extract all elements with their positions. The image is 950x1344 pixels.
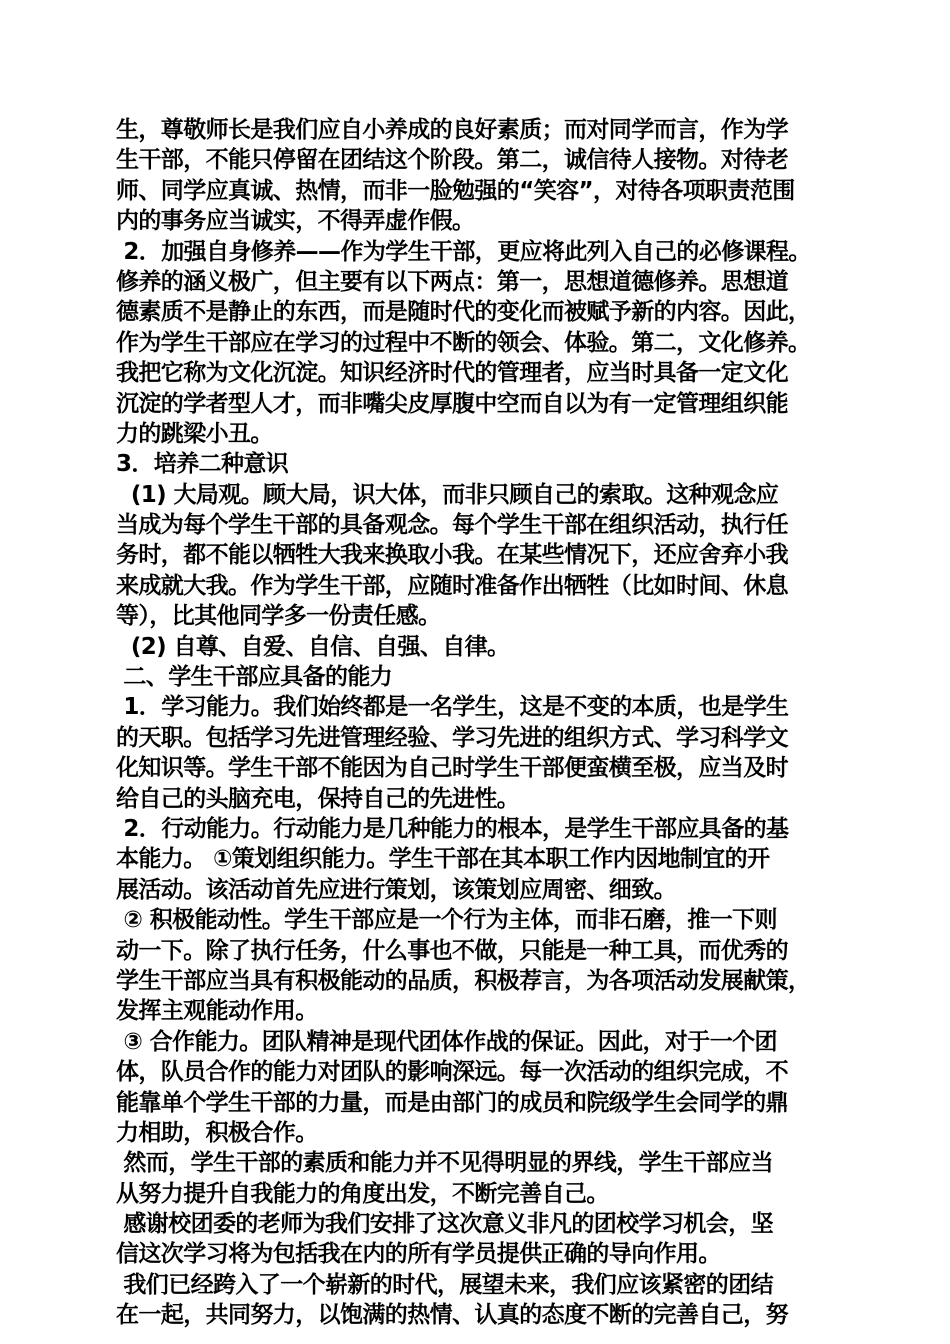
text-line: 我们已经跨入了一个崭新的时代，展望未来，我们应该紧密的团结 xyxy=(116,1271,774,1298)
text-line: 发挥主观能动作用。 xyxy=(116,998,318,1025)
text-line: 修养的涵义极广，但主要有以下两点：第一，思想道德修养。思想道 xyxy=(116,268,789,295)
text-line: 动一下。除了执行任务，什么事也不做，只能是一种工具，而优秀的 xyxy=(116,937,789,964)
text-line: (2) 自尊、自爱、自信、自强、自律。 xyxy=(116,633,510,660)
text-line: 学生干部应当具有积极能动的品质，积极荐言，为各项活动发展献策， xyxy=(116,967,811,994)
text-line: 1．学习能力。我们始终都是一名学生，这是不变的本质，也是学生 xyxy=(116,694,789,721)
text-line: (1) 大局观。顾大局，识大体，而非只顾自己的索取。这种观念应 xyxy=(116,481,779,508)
text-line: 当成为每个学生干部的具备观念。每个学生干部在组织活动，执行任 xyxy=(116,512,789,539)
text-line: 能靠单个学生干部的力量，而是由部门的成员和院级学生会同学的鼎 xyxy=(116,1089,789,1116)
text-line: 师、同学应真诚、热情，而非一脸勉强的“笑容”，对待各项职责范围 xyxy=(116,177,795,204)
text-line: 2．行动能力。行动能力是几种能力的根本，是学生干部应具备的基 xyxy=(116,815,789,842)
text-line: 来成就大我。作为学生干部，应随时准备作出牺牲（比如时间、休息 xyxy=(116,572,789,599)
text-line: 等），比其他同学多一份责任感。 xyxy=(116,603,441,630)
text-line: 生干部，不能只停留在团结这个阶段。第二，诚信待人接物。对待老 xyxy=(116,147,789,174)
text-line: 本能力。 ①策划组织能力。学生干部在其本职工作内因地制宜的开 xyxy=(116,846,770,873)
text-line: 作为学生干部应在学习的过程中不断的领会、体验。第二，文化修养。 xyxy=(116,329,811,356)
text-line: 展活动。该活动首先应进行策划，该策划应周密、细致。 xyxy=(116,876,677,903)
text-line: 然而，学生干部的素质和能力并不见得明显的界线，学生干部应当 xyxy=(116,1150,774,1177)
text-line: 感谢校团委的老师为我们安排了这次意义非凡的团校学习机会，坚 xyxy=(116,1211,774,1238)
text-line: 我把它称为文化沉淀。知识经济时代的管理者，应当时具备一定文化 xyxy=(116,360,789,387)
text-line: ② 积极能动性。学生干部应是一个行为主体，而非石磨，推一下则 xyxy=(116,907,777,934)
text-line: 2．加强自身修养——作为学生干部，更应将此列入自己的必修课程。 xyxy=(116,238,811,265)
body-text xyxy=(116,115,851,1331)
text-line: 沉淀的学者型人才，而非嘴尖皮厚腹中空而自以为有一定管理组织能 xyxy=(116,390,789,417)
text-line: 的天职。包括学习先进管理经验、学习先进的组织方式、学习科学文 xyxy=(116,724,789,751)
text-line: 在一起，共同努力，以饱满的热情、认真的态度不断的完善自己，努 xyxy=(116,1302,789,1329)
text-line: 给自己的头脑充电，保持自己的先进性。 xyxy=(116,785,520,812)
text-line: 从努力提升自我能力的角度出发，不断完善自己。 xyxy=(116,1180,609,1207)
text-line: 生，尊敬师长是我们应自小养成的良好素质；而对同学而言，作为学 xyxy=(116,117,789,143)
text-line: 德素质不是静止的东西，而是随时代的变化而被赋予新的内容。因此， xyxy=(116,299,811,326)
text-line: 二、学生干部应具备的能力 xyxy=(116,664,393,691)
text-line: 力相助，积极合作。 xyxy=(116,1119,318,1146)
text-line: 3．培养二种意识 xyxy=(116,451,289,478)
text-line: ③ 合作能力。团队精神是现代团体作战的保证。因此，对于一个团 xyxy=(116,1028,777,1055)
text-line: 务时，都不能以牺牲大我来换取小我。在某些情况下，还应舍弃小我 xyxy=(116,542,789,569)
text-line: 信这次学习将为包括我在内的所有学员提供正确的导向作用。 xyxy=(116,1241,721,1268)
text-line: 体，队员合作的能力对团队的影响深远。每一次活动的组织完成，不 xyxy=(116,1059,789,1086)
text-line: 内的事务应当诚实，不得弄虚作假。 xyxy=(116,208,475,235)
text-line: 力的跳梁小丑。 xyxy=(116,420,273,447)
text-line: 化知识等。学生干部不能因为自己时学生干部便蛮横至极，应当及时 xyxy=(116,755,789,782)
